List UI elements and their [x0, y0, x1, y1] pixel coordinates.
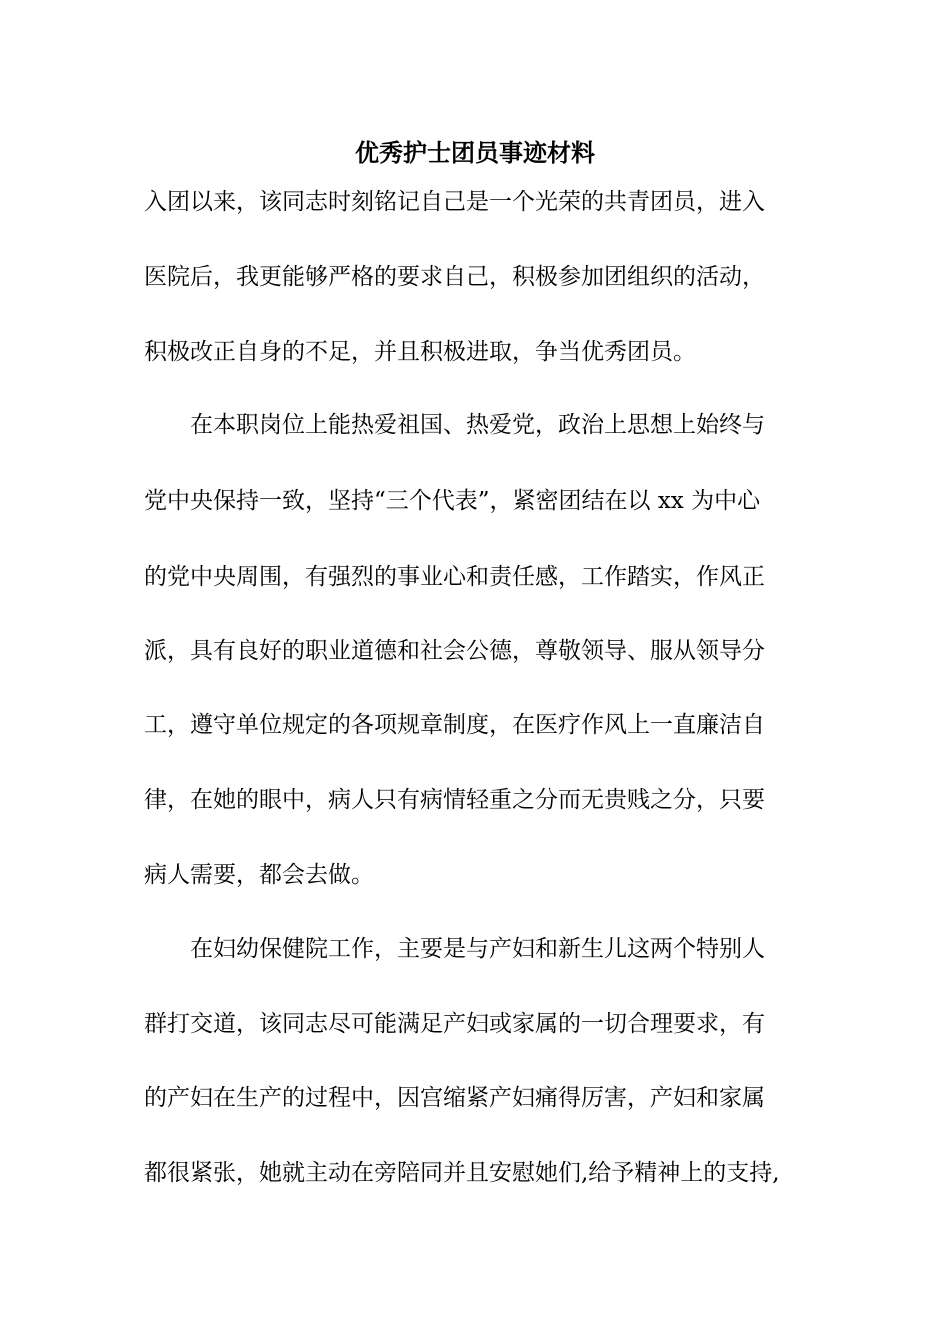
body-line: 律，在她的眼中，病人只有病情轻重之分而无贵贱之分，只要	[144, 787, 765, 813]
body-line: 的产妇在生产的过程中，因宫缩紧产妇痛得厉害，产妇和家属	[144, 1085, 765, 1111]
body-line: 病人需要，都会去做。	[144, 862, 374, 888]
body-line: 入团以来，该同志时刻铭记自己是一个光荣的共青团员，进入	[144, 189, 765, 215]
document-title: 优秀护士团员事迹材料	[355, 138, 595, 167]
body-line: 群打交道，该同志尽可能满足产妇或家属的一切合理要求，有	[144, 1011, 765, 1037]
body-line: 都很紧张，她就主动在旁陪同并且安慰她们,给予精神上的支持,	[144, 1160, 780, 1186]
body-line: 工，遵守单位规定的各项规章制度，在医疗作风上一直廉洁自	[144, 712, 765, 738]
body-line: 在本职岗位上能热爱祖国、热爱党，政治上思想上始终与	[144, 412, 765, 438]
body-line: 积极改正自身的不足，并且积极进取，争当优秀团员。	[144, 339, 696, 365]
body-line: 的党中央周围，有强烈的事业心和责任感，工作踏实，作风正	[144, 564, 765, 590]
body-line: 党中央保持一致，坚持“三个代表”，紧密团结在以 xx 为中心	[144, 488, 761, 514]
body-line: 派，具有良好的职业道德和社会公德，尊敬领导、服从领导分	[144, 638, 765, 664]
body-line: 医院后，我更能够严格的要求自己，积极参加团组织的活动，	[144, 264, 765, 290]
body-line: 在妇幼保健院工作，主要是与产妇和新生儿这两个特别人	[144, 936, 765, 962]
